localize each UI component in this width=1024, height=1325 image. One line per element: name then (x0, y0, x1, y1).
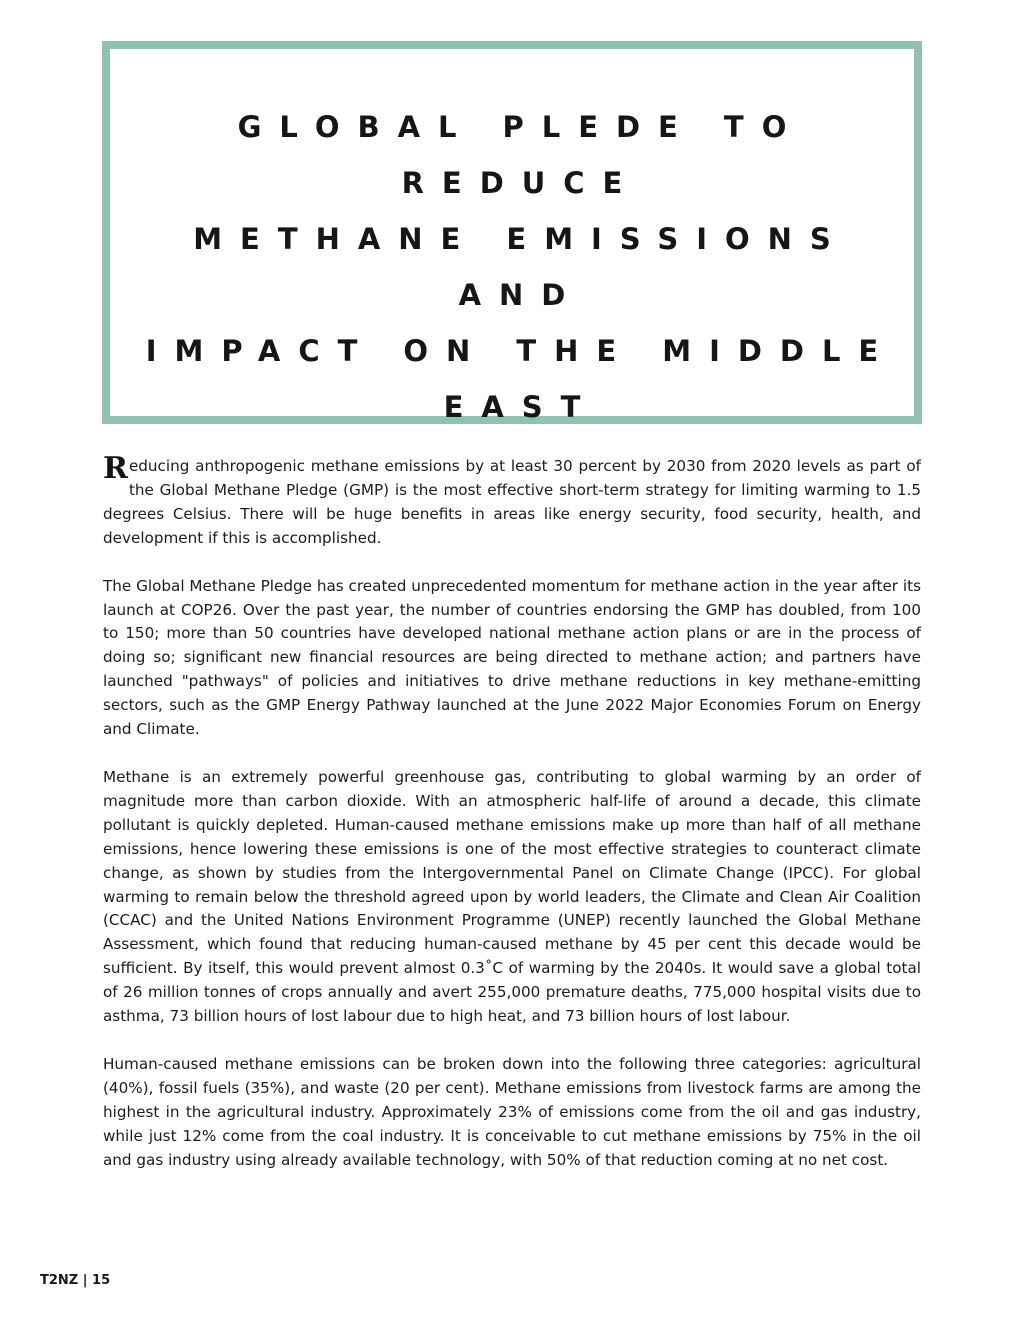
title-frame (102, 41, 922, 424)
paragraph-3: Methane is an extremely powerful greenhouse gas, contributing to global warming by an order of magnitude more than carbon dioxide. With an atmospheric half-life of around a decade, this climate pollutant is quickly depleted. Human-caused methane emissions make up more than half of all methane emissions, hence lowering these emissions is one of the most effective strategies to counteract climate change, as shown by studies from the Intergovernmental Panel on Climate Change (IPCC). For global warming to remain below the threshold agreed upon by world leaders, the Climate and Clean Air Coalition (CCAC) and the United Nations Environment Programme (UNEP) recently launched the Global Methane Assessment, which found that reducing human-caused methane by 45 per cent this decade would be sufficient. By itself, this would prevent almost 0.3˚C of warming by the 2040s. It would save a global total of 26 million tonnes of crops annually and avert 255,000 premature deaths, 775,000 hospital visits due to asthma, 73 billion hours of lost labour due to high heat, and 73 billion hours of lost labour. (103, 767, 921, 1026)
paragraph-1 (103, 451, 921, 551)
page-footer-label: T2NZ | 15 (40, 1273, 111, 1288)
paragraph-4: Human-caused methane emissions can be broken down into the following three categories: agricultural (40%), fossil fuels (35%), and waste (20 per cent). Methane emissions from livestock farms are among the highest in the agricultural industry. Approximately 23% of emissions come from the oil and gas industry, while just 12% come from the coal industry. It is conceivable to cut methane emissions by 75% in the oil and gas industry using already available technology, with 50% of that reduction coming at no net cost. (103, 1054, 921, 1169)
article-body (103, 451, 921, 1196)
paragraph-1-text: educing anthropogenic methane emissions by at least 30 percent by 2030 from 2020 levels as part of the Global Methane Pledge (GMP) is the most effective short-term strategy for limiting warming to 1.5 degrees Celsius. There will be huge benefits in areas like energy security, food security, health, and development if this is accomplished. (103, 457, 921, 547)
paragraph-2: The Global Methane Pledge has created unprecedented momentum for methane action in the year after its launch at COP26. Over the past year, the number of countries endorsing the GMP has doubled, from 100 to 150; more than 50 countries have developed national methane action plans or are in the process of doing so; significant new financial resources are being directed to methane action; and partners have launched "pathways" of policies and initiatives to drive methane reductions in key methane-emitting sectors, such as the GMP Energy Pathway launched at the June 2022 Major Economies Forum on Energy and Climate. (103, 576, 921, 739)
drop-cap: R (103, 451, 128, 486)
page-title (110, 99, 914, 435)
title-line-1: GLOBAL PLEDE TO REDUCE (237, 110, 805, 200)
title-line-2: METHANE EMISSIONS AND (193, 222, 849, 312)
title-line-3: IMPACT ON THE MIDDLE (145, 334, 897, 368)
title-line-4: EAST (443, 390, 599, 424)
